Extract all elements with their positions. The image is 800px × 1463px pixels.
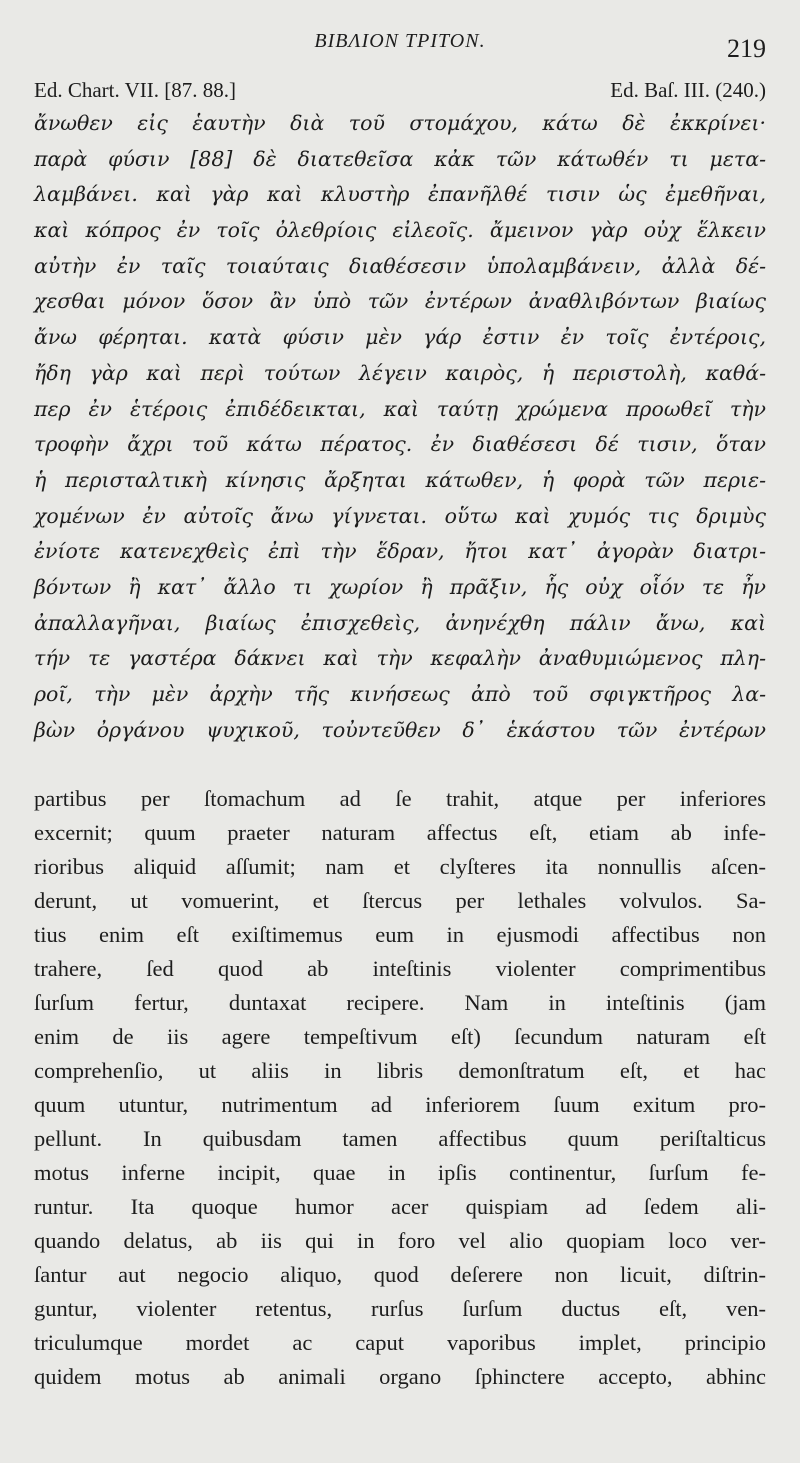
edition-reference-basel: Ed. Baſ. III. (240.) <box>610 78 766 102</box>
greek-line: ροῖ, τὴν μὲν ἀρχὴν τῆς κινήσεως ἀπὸ τοῦ σφιγκτῆρος λα- <box>34 682 766 706</box>
greek-line: χεσθαι μόνον ὅσον ἂν ὑπὸ τῶν ἐντέρων ἀναθλιβόντων βιαίως <box>34 289 766 314</box>
greek-line: ἄνω φέρηται. κατὰ φύσιν μὲν γάρ ἐστιν ἐν τοῖς ἐντέροις, <box>34 325 766 350</box>
latin-line: enim de iis agere tempeſtivum eſt) ſecundum naturam eſt <box>34 1024 766 1049</box>
greek-line: καὶ κόπρος ἐν τοῖς ὀλεθρίοις εἰλεοῖς. ἄμεινον γὰρ οὐχ ἕλκειν <box>34 218 766 243</box>
greek-line: λαμβάνει. καὶ γὰρ καὶ κλυστὴρ ἐπανῆλθέ τισιν ὡς ἐμεθῆναι, <box>34 182 766 207</box>
greek-line: ἤδη γὰρ καὶ περὶ τούτων λέγειν καιρὸς, ἡ περιστολὴ, καθά- <box>34 360 766 385</box>
greek-line: αὐτὴν ἐν ταῖς τοιαύταις διαθέσεσιν ὑπολαμβάνειν, ἀλλὰ δέ- <box>34 253 766 278</box>
edition-reference-chartier: Ed. Chart. VII. [87. 88.] <box>34 78 236 102</box>
latin-line: quum utuntur, nutrimentum ad inferiorem ſuum exitum pro- <box>34 1092 766 1117</box>
running-title: BIBΛΙΟΝ ΤΡΙΤΟΝ. <box>314 30 486 52</box>
latin-line: runtur. Ita quoque humor acer quispiam ad ſedem ali- <box>34 1194 766 1219</box>
latin-line: ſurſum fertur, duntaxat recipere. Nam in inteſtinis (jam <box>34 990 766 1015</box>
latin-line: triculumque mordet ac caput vaporibus implet, principio <box>34 1330 766 1355</box>
latin-line: quidem motus ab animali organo ſphinctere accepto, abhinc <box>34 1364 766 1389</box>
latin-line: tius enim eſt exiſtimemus eum in ejusmodi affectibus non <box>34 922 766 947</box>
greek-line: βὼν ὀργάνου ψυχικοῦ, τοὐντεῦθεν δ᾽ ἑκάστου τῶν ἐντέρων <box>34 717 766 742</box>
greek-line: ἡ περισταλτικὴ κίνησις ἄρξηται κάτωθεν, ἡ φορὰ τῶν περιε- <box>34 467 766 492</box>
latin-line: derunt, ut vomuerint, et ſtercus per lethales volvulos. Sa- <box>34 888 766 913</box>
latin-line: comprehenſio, ut aliis in libris demonſtratum eſt, et hac <box>34 1058 766 1083</box>
latin-line: partibus per ſtomachum ad ſe trahit, atque per inferiores <box>34 786 766 811</box>
greek-line: βόντων ἢ κατ᾽ ἄλλο τι χωρίον ἢ πρᾶξιν, ἧς οὐχ οἷόν τε ἦν <box>34 574 766 599</box>
latin-line: quando delatus, ab iis qui in foro vel alio quopiam loco ver- <box>34 1228 766 1253</box>
page-number: 219 <box>727 34 766 63</box>
greek-line: παρὰ φύσιν [88] δὲ διατεθεῖσα κἀκ τῶν κάτωθέν τι μετα- <box>34 146 766 171</box>
latin-line: ſantur aut negocio aliquo, quod deſerere non licuit, diſtrin- <box>34 1262 766 1287</box>
latin-line: excernit; quum praeter naturam affectus eſt, etiam ab infe- <box>34 820 766 845</box>
greek-line: ἀπαλλαγῆναι, βιαίως ἐπισχεθεὶς, ἀνηνέχθη πάλιν ἄνω, καὶ <box>34 610 766 635</box>
greek-line: ἐνίοτε κατενεχθεὶς ἐπὶ τὴν ἕδραν, ἤτοι κατ᾽ ἀγορὰν διατρι- <box>34 539 766 564</box>
latin-line: pellunt. In quibusdam tamen affectibus quum periſtalticus <box>34 1126 766 1151</box>
latin-line: rioribus aliquid aſſumit; nam et clyſteres ita nonnullis aſcen- <box>34 854 766 879</box>
greek-line: τήν τε γαστέρα δάκνει καὶ τὴν κεφαλὴν ἀναθυμιώμενος πλη- <box>34 646 766 671</box>
latin-line: guntur, violenter retentus, rurſus ſurſum ductus eſt, ven- <box>34 1296 766 1321</box>
greek-line: τροφὴν ἄχρι τοῦ κάτω πέρατος. ἐν διαθέσεσι δέ τισιν, ὅταν <box>34 432 766 457</box>
latin-line: motus inferne incipit, quae in ipſis continentur, ſurſum fe- <box>34 1160 766 1185</box>
latin-line: trahere, ſed quod ab inteſtinis violenter comprimentibus <box>34 956 766 981</box>
greek-line: ἄνωθεν εἰς ἑαυτὴν διὰ τοῦ στομάχου, κάτω δὲ ἐκκρίνει· <box>34 111 766 135</box>
greek-line: χομένων ἐν αὐτοῖς ἄνω γίγνεται. οὕτω καὶ χυμός τις δριμὺς <box>34 503 766 528</box>
latin-text-block <box>34 782 766 1394</box>
greek-text-block <box>34 106 766 748</box>
greek-line: περ ἐν ἑτέροις ἐπιδέδεικται, καὶ ταύτῃ χρώμενα προωθεῖ τὴν <box>34 396 766 421</box>
